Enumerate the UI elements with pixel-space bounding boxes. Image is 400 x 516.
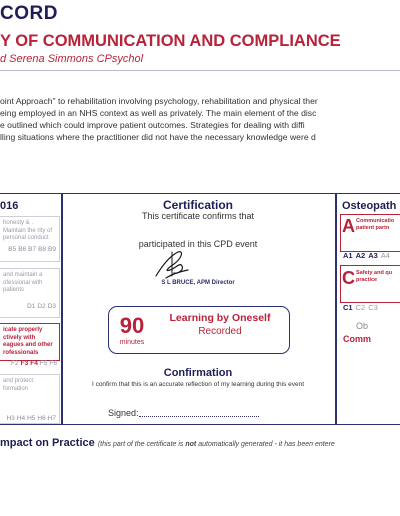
standard-codes-c (343, 303, 381, 312)
learning-status: Recorded (198, 326, 242, 337)
signed-label: Signed: (108, 408, 139, 418)
director-name: S L BRUCE, APM Director (161, 280, 235, 286)
standard-codes (3, 246, 56, 254)
intro-line-3: e outlined which could improve patient outcomes. Strategies for dealing with diffi (0, 120, 305, 130)
standard-code-active: C1 (343, 303, 353, 312)
header-divider (0, 70, 400, 71)
standard-code-active: A2 (355, 251, 366, 260)
standard-code: D3 (47, 302, 56, 310)
certification-heading: Certification (162, 198, 233, 212)
intro-line-2: eing employed in an NHS context as well as privately. The main element of the disc (0, 108, 317, 118)
standard-code: D1 (27, 302, 36, 310)
comm-label: Comm (343, 334, 372, 344)
standard-codes-a (343, 251, 393, 260)
impact-heading (0, 437, 335, 449)
standard-code: H3 (6, 415, 15, 423)
standard-code: F5 (39, 360, 48, 367)
standard-code: H5 (27, 415, 36, 423)
standard-code: B9 (48, 245, 56, 253)
standard-code: C3 (368, 303, 378, 312)
standard-letter-a: A (342, 216, 355, 236)
standard-code: B6 (18, 245, 27, 253)
right-column-divider (335, 193, 337, 425)
impact-title: mpact on Practice (0, 437, 95, 449)
standard-code-active: A3 (368, 251, 378, 260)
authors: d Serena Simmons CPsychol (0, 53, 144, 65)
standard-codes-communication (0, 360, 60, 374)
intro-line-4: lling situations where the practitioner did not have the necessary knowledge were d (0, 132, 316, 142)
standard-code: H4 (16, 415, 26, 423)
director-signature (148, 248, 198, 284)
participated-text: participated in this CPD event (138, 239, 258, 249)
standard-code-active: A1 (343, 251, 353, 260)
standard-text: and maintain a ofessional with patients (3, 272, 43, 294)
record-heading: CORD (0, 3, 58, 24)
standard-text: and protect formation (3, 378, 34, 392)
minutes-label: minutes (119, 339, 145, 346)
standard-box-communication (0, 323, 60, 361)
standard-text-a: Communicatio patient partn (356, 218, 395, 231)
minutes-value: 90 (119, 313, 145, 338)
standard-code: F2 (11, 360, 19, 367)
left-column-divider (61, 193, 63, 425)
osteopath-heading: Osteopath (342, 200, 397, 212)
standard-text: honesty & . Maintain the rity of personal conduct (3, 220, 53, 242)
standard-code: H6 (37, 415, 46, 423)
standard-box-information (0, 374, 60, 424)
standards-year: 016 (0, 200, 19, 212)
standard-code: F6 (49, 360, 57, 367)
standard-code: B8 (38, 245, 47, 253)
standard-box-honesty (0, 216, 60, 262)
standard-code: C2 (355, 303, 366, 312)
impact-note: (this part of the certificate is not automatically generated - it has been entere (97, 441, 335, 448)
confirmation-heading: Confirmation (163, 367, 233, 379)
standard-code: D2 (37, 302, 46, 310)
standard-code-active: F4 (30, 360, 38, 367)
standard-box-relationships (0, 268, 60, 318)
signature-line[interactable] (139, 416, 259, 417)
standard-code: B5 (8, 245, 17, 253)
certification-confirms-text: This certificate confirms that (141, 211, 255, 221)
standard-code: H7 (47, 415, 56, 423)
standard-text-c: Safety and qu practice (356, 270, 393, 283)
standard-text: icate properly ctively with eagues and other rofessionals (3, 327, 53, 356)
confirmation-text: I confirm that this is an accurate reflection of my learning during this event (91, 381, 305, 388)
ob-label: Ob (356, 321, 369, 331)
standard-code: A4 (380, 251, 390, 260)
intro-line-1: oint Approach" to rehabilitation involving psychology, rehabilitation and physical ther (0, 96, 318, 106)
learning-type: Learning by Oneself (169, 312, 271, 324)
standard-code: B7 (28, 245, 37, 253)
standard-code-active: F3 (20, 360, 29, 367)
impact-note-emphasis: not (185, 441, 197, 448)
page-title: Y OF COMMUNICATION AND COMPLIANCE (0, 32, 341, 50)
standard-codes (3, 303, 56, 311)
standard-letter-c: C (342, 268, 355, 288)
standard-codes (3, 415, 56, 423)
